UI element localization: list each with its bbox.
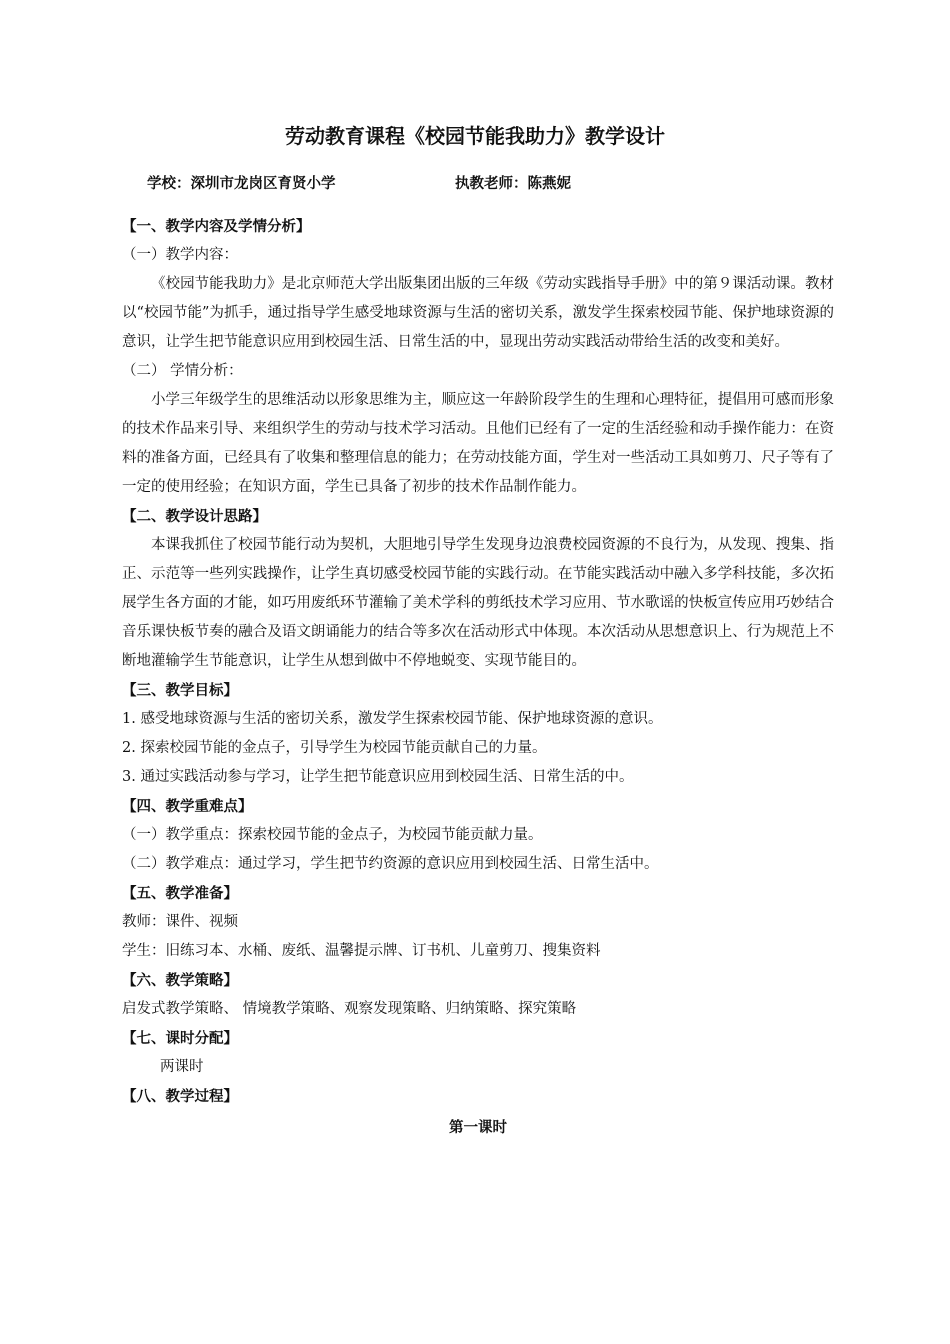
section-1-heading: 【一、教学内容及学情分析】 [122, 218, 311, 235]
objective-item: 1. 感受地球资源与生活的密切关系，激发学生探索校园节能、保护地球资源的意识。 [122, 711, 663, 727]
preparation-student: 学生：旧练习本、水桶、废纸、温馨提示牌、订书机、儿童剪刀、搜集资料 [122, 943, 601, 959]
section-3-heading: 【三、教学目标】 [122, 682, 238, 699]
section-2-paragraph: 本课我抓住了校园节能行动为契机，大胆地引导学生发现身边浪费校园资源的不良行为，从发现、搜集、指正、示范等一些列实践操作，让学生真切感受校园节能的实践行动。在节能实践活动中融入多学科技能，多次拓展学生各方面的才能，如巧用废纸环节灌输了美术学科的剪纸技术学习应用、节水歌谣的快板宣传应用巧妙结合音乐课快板节奏的融合及语文朗诵能力的结合等多次在活动形式中体现。本次活动从思想意识上、行为规范上不断地灌输学生节能意识，让学生从想到做中不停地蜕变、实现节能目的。 [122, 537, 834, 669]
document-title: 劳动教育课程《校园节能我助力》教学设计 [285, 124, 665, 148]
key-point-item: （一）教学重点：探索校园节能的金点子，为校园节能贡献力量。 [122, 827, 543, 843]
document-body [122, 212, 834, 1142]
section-2-heading: 【二、教学设计思路】 [122, 508, 267, 525]
section-1-content-paragraph: 《校园节能我助力》是北京师范大学出版集团出版的三年级《劳动实践指导手册》中的第９课活动课。教材以“校园节能”为抓手，通过指导学生感受地球资源与生活的密切关系，激发学生探索校园节能、保护地球资源的意识，让学生把节能意识应用到校园生活、日常生活的中，显现出劳动实践活动带给生活的改变和美好。 [122, 276, 834, 350]
section-1-sub-analysis: （二） 学情分析： [122, 363, 243, 379]
school-label: 学校：深圳市龙岗区育贤小学 [147, 175, 336, 192]
section-7-heading: 【七、课时分配】 [122, 1030, 238, 1047]
objective-item: 3. 通过实践活动参与学习，让学生把节能意识应用到校园生活、日常生活的中。 [122, 769, 634, 785]
teacher-label: 执教老师：陈燕妮 [455, 175, 571, 192]
section-6-heading: 【六、教学策略】 [122, 972, 238, 989]
objective-item: 2. 探索校园节能的金点子，引导学生为校园节能贡献自己的力量。 [122, 740, 547, 756]
preparation-teacher: 教师：课件、视频 [122, 914, 238, 930]
key-point-item: （二）教学难点：通过学习，学生把节约资源的意识应用到校园生活、日常生活中。 [122, 856, 659, 872]
section-4-heading: 【四、教学重难点】 [122, 798, 253, 815]
section-1-sub-content: （一）教学内容： [122, 247, 238, 263]
strategy-text: 启发式教学策略、 情境教学策略、观察发现策略、归纳策略、探究策略 [122, 1001, 577, 1017]
section-8-heading: 【八、教学过程】 [122, 1088, 238, 1105]
meta-line [147, 172, 571, 193]
section-1-analysis-paragraph: 小学三年级学生的思维活动以形象思维为主，顺应这一年龄阶段学生的生理和心理特征，提倡用可感而形象的技术作品来引导、来组织学生的劳动与技术学习活动。且他们已经有了一定的生活经验和动手操作能力：在资料的准备方面，已经具有了收集和整理信息的能力；在劳动技能方面，学生对一些活动工具如剪刀、尺子等有了一定的使用经验；在知识方面，学生已具备了初步的技术作品制作能力。 [122, 392, 834, 495]
lesson-one-title: 第一课时 [449, 1119, 507, 1136]
lesson-count-text: 两课时 [160, 1059, 204, 1075]
section-5-heading: 【五、教学准备】 [122, 885, 238, 902]
